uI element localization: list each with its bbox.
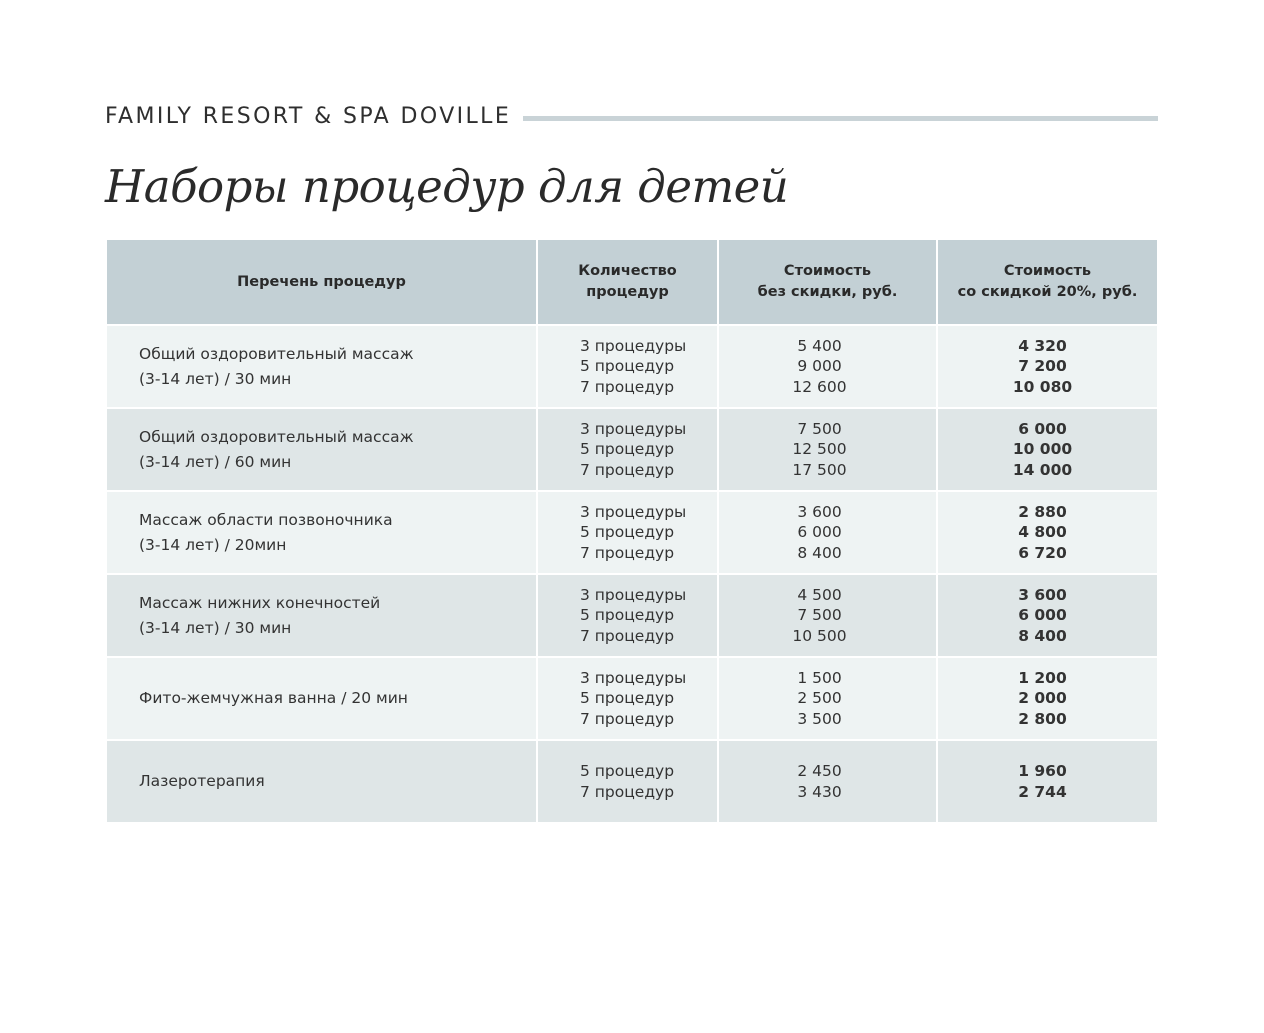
procedure-name-cell [107,658,538,741]
procedure-name-line: Общий оздоровительный массаж [139,344,414,363]
price-value: 12 600 [792,377,847,396]
quantity-value: 3 процедуры [580,502,687,521]
discount-price-cell [938,326,1157,409]
quantity-cell [538,409,719,492]
quantity-cell [538,741,719,824]
header-quantity [538,240,719,326]
price-value: 3 430 [797,782,842,801]
price-cell [719,326,938,409]
price-cell [719,492,938,575]
quantity-value: 5 процедур [580,440,675,459]
discount-price-value: 7 200 [1018,357,1067,376]
discount-price-cell [938,409,1157,492]
procedure-name-line: Массаж нижних конечностей [139,593,381,612]
price-value: 3 500 [797,709,842,728]
discount-price-cell [938,658,1157,741]
quantity-cell [538,575,719,658]
table-row [107,492,1157,575]
discount-price-cell [938,575,1157,658]
discount-price-value: 3 600 [1018,585,1067,604]
header-procedures [107,240,538,326]
quantity-cell [538,326,719,409]
price-cell [719,409,938,492]
discount-price-value: 1 200 [1018,668,1067,687]
price-value: 12 500 [792,440,847,459]
price-cell [719,658,938,741]
header-quantity-line: процедур [586,284,669,300]
procedure-name-cell [107,575,538,658]
table-row [107,409,1157,492]
quantity-value: 7 процедур [580,543,675,562]
header-discount-price [938,240,1157,326]
price-cell [719,575,938,658]
price-value: 10 500 [792,626,847,645]
discount-price-value: 10 000 [1012,440,1073,459]
price-value: 2 500 [797,689,842,708]
brand-header [105,101,1158,131]
price-value: 4 500 [797,585,842,604]
price-value: 2 450 [797,762,842,780]
price-value: 7 500 [797,419,842,438]
quantity-value: 5 процедур [580,523,675,542]
discount-price-value: 2 000 [1018,689,1067,708]
header-procedures-line: Перечень процедур [237,273,406,290]
discount-price-value: 2 880 [1018,502,1067,521]
brand-divider-line [523,116,1158,121]
discount-price-value: 6 720 [1018,543,1067,562]
procedure-name-line: (3-14 лет) / 60 мин [139,452,292,471]
brand-name: FAMILY RESORT & SPA DOVILLE [105,103,512,129]
price-value: 1 500 [797,668,842,687]
quantity-value: 7 процедур [580,626,675,645]
quantity-value: 3 процедуры [580,419,687,438]
quantity-cell [538,492,719,575]
discount-price-value: 2 744 [1018,782,1067,801]
table-row [107,658,1157,741]
quantity-value: 5 процедур [580,357,675,376]
procedure-name-line: Общий оздоровительный массаж [139,427,414,446]
discount-price-value: 8 400 [1018,626,1067,645]
quantity-value: 3 процедуры [580,336,687,355]
discount-price-value: 10 080 [1012,377,1073,396]
quantity-value: 5 процедур [580,762,675,780]
quantity-value: 7 процедур [580,377,675,396]
table-body [107,326,1157,824]
discount-price-value: 6 000 [1018,419,1067,438]
header-price [719,240,938,326]
table-row [107,741,1157,824]
price-cell [719,741,938,824]
quantity-value: 7 процедур [580,782,675,801]
page-title: Наборы процедур для детей [105,160,789,213]
quantity-value: 3 процедуры [580,585,687,604]
header-discount-line: Стоимость [1003,263,1092,279]
price-value: 9 000 [797,357,842,376]
price-value: 5 400 [797,336,842,355]
procedure-name-line: Лазеротерапия [139,772,265,790]
procedure-name-cell [107,492,538,575]
header-quantity-line: Количество [578,263,677,279]
quantity-value: 7 процедур [580,709,675,728]
procedure-name-line: (3-14 лет) / 30 мин [139,618,292,637]
quantity-value: 5 процедур [580,606,675,625]
discount-price-cell [938,492,1157,575]
discount-price-value: 2 800 [1018,709,1067,728]
procedure-name-line: (3-14 лет) / 30 мин [139,369,292,388]
table-row [107,326,1157,409]
header-discount-line: со скидкой 20%, руб. [957,284,1138,300]
discount-price-value: 1 960 [1018,762,1067,780]
procedure-name-cell [107,409,538,492]
procedure-name-line: Массаж области позвоночника [139,510,393,529]
header-price-line: Стоимость [783,263,872,279]
quantity-value: 7 процедур [580,460,675,479]
quantity-cell [538,658,719,741]
discount-price-value: 6 000 [1018,606,1067,625]
procedures-price-table [107,240,1157,824]
table-row [107,575,1157,658]
price-value: 17 500 [792,460,847,479]
price-value: 7 500 [797,606,842,625]
procedure-name-cell [107,326,538,409]
price-value: 3 600 [797,502,842,521]
header-price-line: без скидки, руб. [757,284,898,300]
discount-price-value: 4 320 [1018,336,1067,355]
quantity-value: 3 процедуры [580,668,687,687]
price-value: 6 000 [797,523,842,542]
procedure-name-cell [107,741,538,824]
table-header-row [107,240,1157,326]
procedure-name-line: (3-14 лет) / 20мин [139,535,287,554]
price-value: 8 400 [797,543,842,562]
discount-price-cell [938,741,1157,824]
procedure-name-line: Фито-жемчужная ванна / 20 мин [139,689,408,707]
quantity-value: 5 процедур [580,689,675,708]
discount-price-value: 14 000 [1012,460,1073,479]
discount-price-value: 4 800 [1018,523,1067,542]
